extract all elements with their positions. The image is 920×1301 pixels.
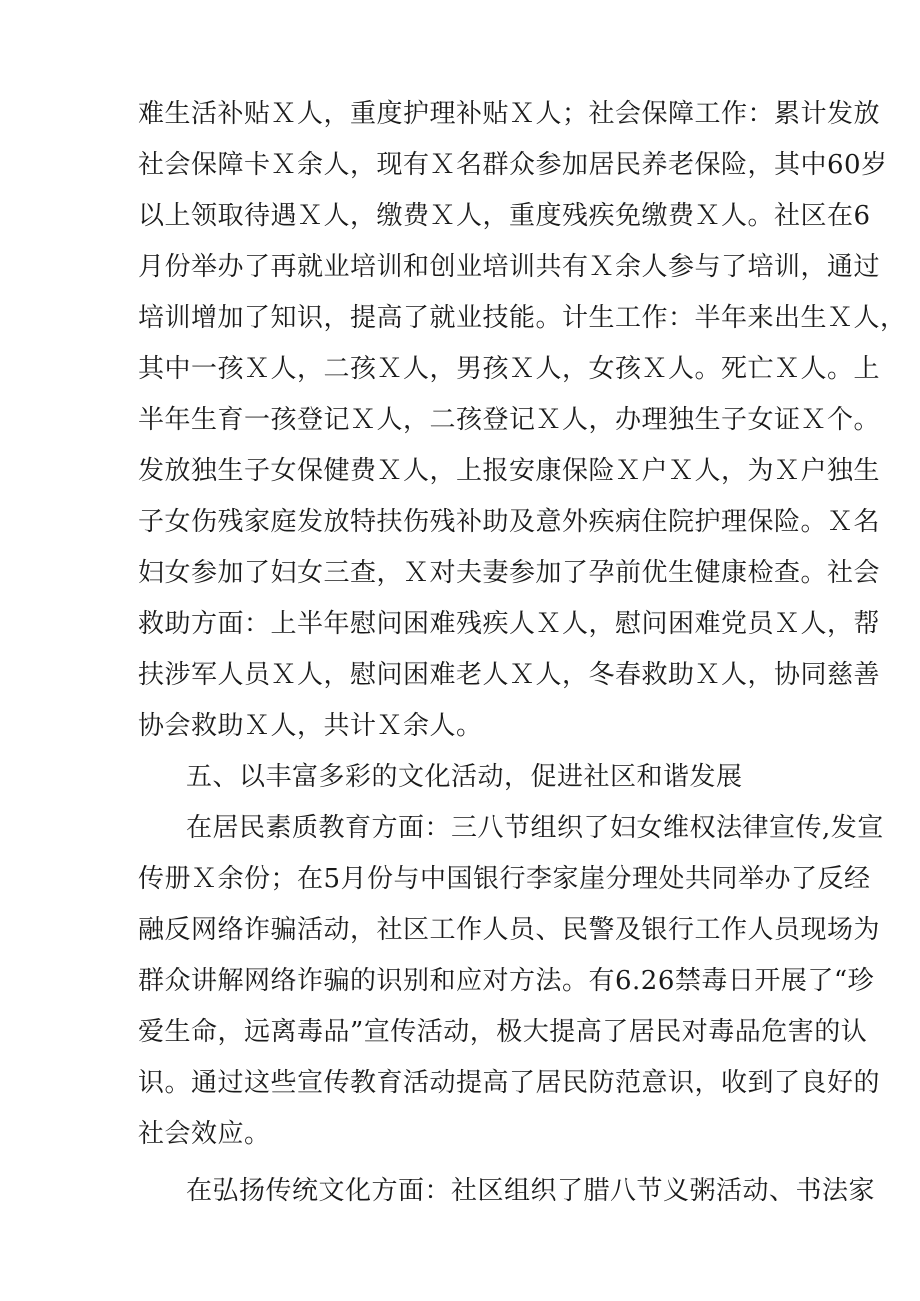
body-text-line: 协会救助Ｘ人，共计Ｘ余人。 xyxy=(138,711,483,741)
section-heading: 五、以丰富多彩的文化活动，促进社区和谐发展 xyxy=(186,762,743,792)
body-text-line: 培训增加了知识，提高了就业技能。计生工作：半年来出生Ｘ人， xyxy=(138,303,907,333)
body-text-line: 传册Ｘ余份；在5月份与中国银行李家崖分理处共同举办了反经 xyxy=(138,864,871,894)
body-text-line: 在弘扬传统文化方面：社区组织了腊八节义粥活动、书法家 xyxy=(186,1176,876,1206)
body-text-line: 社会效应。 xyxy=(138,1119,271,1149)
body-text-line: 识。通过这些宣传教育活动提高了居民防范意识，收到了良好的 xyxy=(138,1068,881,1098)
body-text-line: 扶涉军人员Ｘ人，慰问困难老人Ｘ人，冬春救助Ｘ人，协同慈善 xyxy=(138,660,881,690)
body-text-line: 融反网络诈骗活动，社区工作人员、民警及银行工作人员现场为 xyxy=(138,915,881,945)
body-text-line: 群众讲解网络诈骗的识别和应对方法。有6.26禁毒日开展了“珍 xyxy=(138,966,875,996)
body-text-line: 救助方面：上半年慰问困难残疾人Ｘ人，慰问困难党员Ｘ人，帮 xyxy=(138,609,881,639)
body-text-line: 月份举办了再就业培训和创业培训共有Ｘ余人参与了培训，通过 xyxy=(138,252,881,282)
body-text-line: 妇女参加了妇女三查，Ｘ对夫妻参加了孕前优生健康检查。社会 xyxy=(138,558,881,588)
body-text-line: 难生活补贴Ｘ人，重度护理补贴Ｘ人；社会保障工作：累计发放 xyxy=(138,99,881,129)
body-text-line: 爱生命，远离毒品”宣传活动，极大提高了居民对毒品危害的认 xyxy=(138,1017,868,1047)
body-text-line: 其中一孩Ｘ人，二孩Ｘ人，男孩Ｘ人，女孩Ｘ人。死亡Ｘ人。上 xyxy=(138,354,881,384)
body-text-line: 社会保障卡Ｘ余人，现有Ｘ名群众参加居民养老保险，其中60岁 xyxy=(138,150,888,180)
body-text-line: 以上领取待遇Ｘ人，缴费Ｘ人，重度残疾免缴费Ｘ人。社区在6 xyxy=(138,201,871,231)
body-text-line: 在居民素质教育方面：三八节组织了妇女维权法律宣传,发宣 xyxy=(186,813,884,843)
body-text-line: 发放独生子女保健费Ｘ人，上报安康保险Ｘ户Ｘ人，为Ｘ户独生 xyxy=(138,456,881,486)
body-text-line: 子女伤残家庭发放特扶伤残补助及意外疾病住院护理保险。Ｘ名 xyxy=(138,507,881,537)
body-text-line: 半年生育一孩登记Ｘ人，二孩登记Ｘ人，办理独生子女证Ｘ个。 xyxy=(138,405,881,435)
